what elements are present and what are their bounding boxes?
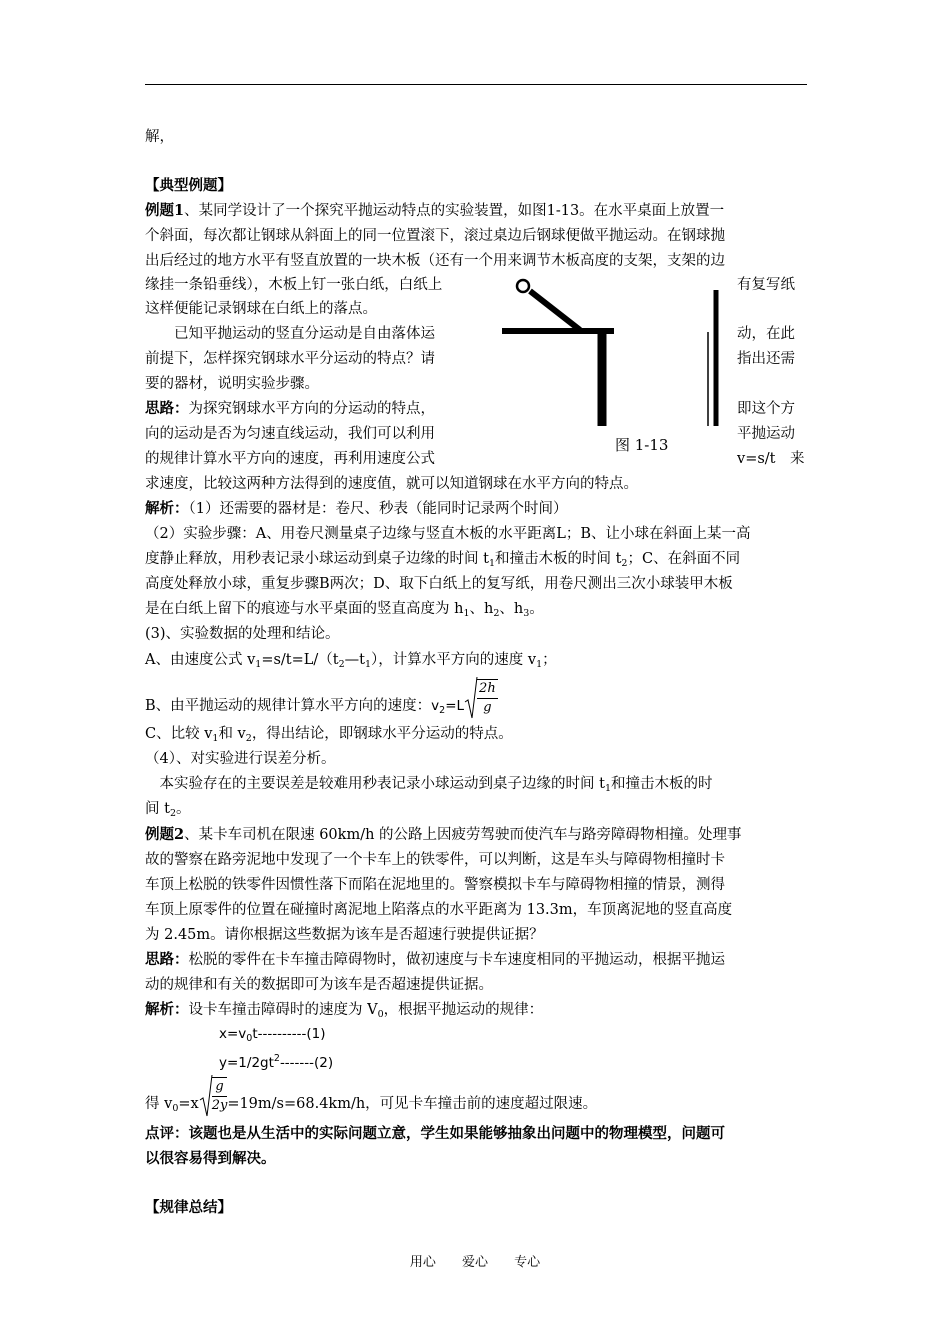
sub-1: 1 [488, 558, 495, 569]
ex1-step-line1: （2）实验步骤：A、用卷尺测量桌子边缘与竖直木板的水平距离L；B、让小球在斜面上某一高 [145, 526, 751, 542]
ex2-line2: 故的警察在路旁泥地中发现了一个卡车上的铁零件，可以判断，这是车头与障碍物相撞时卡 [145, 852, 725, 868]
ex2-idea-text: 松脱的零件在卡车撞击障碍物时，做初速度与卡车速度相同的平抛运动，根据平抛运 [188, 952, 725, 968]
ex1-a-line [145, 648, 807, 678]
ex2-line3: 车顶上松脱的铁零件因惯性落下而陷在泥地里的。警察模拟卡车与障碍物相撞的情景，测得 [145, 877, 725, 893]
figure-caption: 图 1-13 [615, 436, 669, 454]
ex1-right-3: 指出还需 [737, 351, 795, 367]
radical-icon [464, 676, 478, 720]
sub-1: 1 [212, 733, 219, 744]
ex2-eq2 [219, 1047, 881, 1076]
ex1-step-line2-b: 和撞击木板的时间 t [494, 551, 622, 567]
ex2-line1 [145, 823, 807, 848]
sup-2: 2 [273, 1053, 280, 1064]
ex1-error-line2-b: 。 [175, 801, 191, 817]
ex1-line1 [145, 199, 807, 224]
ex1-error-line2-a: 间 t [145, 801, 170, 817]
ex1-line5: 这样便能记录钢球在白纸上的落点。 [145, 301, 377, 317]
result-c: =19m/s=68.4km/h，可见卡车撞击前的速度超过限速。 [227, 1096, 598, 1112]
sub-2: 2 [493, 608, 500, 619]
sqrt-frac [477, 679, 498, 717]
formula-mid: =L [445, 698, 465, 714]
result-b: =x [178, 1096, 199, 1112]
ex2-idea-label: 思路： [145, 951, 189, 968]
ex1-line3: 出后经过的地方水平有竖直放置的一块木板（还有一个用来调节木板高度的支架，支架的边 [145, 253, 725, 269]
eq1-a: x=v [219, 1026, 247, 1042]
ex1-error-line1-a: 本实验存在的主要误差是较难用秒表记录小球运动到桌子边缘的时间 t [145, 776, 605, 792]
sub-3: 3 [523, 608, 530, 619]
ex1-step-line2-c: ；C、在斜面不同 [627, 551, 741, 567]
incline-ramp [530, 291, 580, 330]
eq2-a: y=1/2gt [219, 1055, 274, 1071]
frac-denominator: g [483, 700, 492, 715]
sqrt-sign [464, 676, 498, 720]
ex2-result-line [145, 1079, 807, 1126]
ex1-step-line4-d: 。 [529, 601, 544, 617]
ex1-line1-text: 、某同学设计了一个探究平抛运动特点的实验装置，如图1-13。在水平桌面上放置一 [184, 203, 725, 219]
ex1-analysis-text: （1）还需要的器材是：卷尺、秒表（能同时记录两个时间） [188, 501, 568, 517]
ball-icon [517, 280, 529, 292]
sqrt-frac-2 [212, 1077, 228, 1115]
ex2-analysis-label: 解析： [145, 1001, 189, 1018]
ex1-a-line-d: ），计算水平方向的速度 v [371, 652, 537, 668]
ex2-analysis-end: ，根据平抛运动的规律： [383, 1002, 544, 1018]
sub-2: 2 [621, 558, 628, 569]
ex1-idea-line3: 的规律计算水平方向的速度，再利用速度公式 [145, 451, 435, 467]
frac-denominator-2: 2y [211, 1098, 228, 1113]
ex1-step-line4-c: 、h [499, 601, 524, 617]
ex2-line5: 为 2.45m。请你根据这些数据为该车是否超速行驶提供证据？ [145, 927, 544, 943]
section-heading-summary: 【规律总结】 [145, 1199, 232, 1216]
eq1-b: t----------(1) [252, 1026, 326, 1042]
section-heading-examples: 【典型例题】 [145, 177, 232, 194]
ex1-line6: 已知平抛运动的竖直分运动是自由落体运 [145, 326, 435, 342]
ex1-error-line1-b: 和撞击木板的时 [610, 776, 713, 792]
sub-1: 1 [255, 659, 262, 670]
ex1-idea-line4: 求速度，比较这两种方法得到的速度值，就可以知道钢球在水平方向的特点。 [145, 476, 638, 492]
ex1-b-line-text: B、由平抛运动的规律计算水平方向的速度： [145, 698, 432, 714]
eq2-b: -------(2) [279, 1055, 334, 1071]
ex2-line1-text: 、某卡车司机在限速 60km/h 的公路上因疲劳驾驶而使汽车与路旁障碍物相撞。处理事 [184, 827, 742, 843]
sub-0: 0 [246, 1033, 253, 1044]
page-footer [0, 1251, 950, 1270]
ex1-line2: 个斜面，每次都让钢球从斜面上的同一位置滚下，滚过桌边后钢球便做平抛运动。在钢球抛 [145, 228, 725, 244]
sub-1: 1 [536, 659, 543, 670]
ex1-line7: 前提下，怎样探究钢球水平分运动的特点？请 [145, 351, 435, 367]
ex1-idea-label: 思路： [145, 400, 189, 417]
sub-2: 2 [439, 705, 446, 716]
sub-2: 2 [338, 659, 345, 670]
footer-word-3: 专心 [514, 1255, 541, 1270]
sub-1: 1 [365, 659, 372, 670]
frac-numerator-2: g [212, 1078, 228, 1097]
ex2-comment-line1: 点评：该题也是从生活中的实际问题立意，学生如果能够抽象出问题中的物理模型，问题可 [145, 1125, 725, 1142]
ex1-idea-line2: 向的运动是否为匀速直线运动，我们可以利用 [145, 426, 435, 442]
ex1-c-line-a: C、比较 v [145, 726, 213, 742]
sub-0: 0 [377, 1009, 384, 1020]
frac-numerator: 2h [477, 680, 498, 699]
ex1-analysis-label: 解析： [145, 500, 189, 517]
ex1-right-2: 动，在此 [737, 326, 795, 342]
ex1-step-line4-a: 是在白纸上留下的痕迹与水平桌面的竖直高度为 h [145, 601, 464, 617]
ex2-line4: 车顶上原零件的位置在碰撞时离泥地上陷落点的水平距离为 13.3m，车顶离泥地的竖直高度 [145, 902, 733, 918]
ex1-label: 例题1 [145, 202, 185, 219]
sub-2: 2 [245, 733, 252, 744]
ex1-right-1: 有复写纸 [737, 277, 795, 293]
ex1-right-6: v=s/t 来 [737, 451, 805, 467]
ex1-step-line2-a: 度静止释放，用秒表记录小球运动到桌子边缘的时间 t [145, 551, 489, 567]
sqrt-sign-2 [199, 1074, 228, 1118]
ex2-idea-line2: 动的规律和有关的数据即可为该车是否超速提供证据。 [145, 977, 493, 993]
radical-icon [199, 1074, 213, 1118]
ex2-idea-line1 [145, 948, 807, 973]
ex1-analysis-line1 [145, 497, 807, 522]
ex2-analysis-text: 设卡车撞击障碍时的速度为 V [188, 1002, 378, 1018]
ex1-step-line4-b: 、h [469, 601, 494, 617]
sub-0: 0 [172, 1103, 179, 1114]
ex2-label: 例题2 [145, 826, 185, 843]
ex1-c-line-c: ，得出结论，即钢球水平分运动的特点。 [251, 726, 513, 742]
footer-word-1: 用心 [409, 1255, 436, 1270]
ex1-c-line-b: 和 v [218, 726, 246, 742]
sub-2: 2 [169, 808, 176, 819]
ex1-a-line-e: ； [542, 652, 557, 668]
ex1-right-4: 即这个方 [737, 401, 795, 417]
ex1-idea-text: 为探究钢球水平方向的分运动的特点， [188, 401, 435, 417]
ex1-line8: 要的器材，说明实验步骤。 [145, 376, 319, 392]
ex1-a-line-a: A、由速度公式 v [145, 652, 256, 668]
sub-1: 1 [463, 608, 470, 619]
ex1-line4: 缘挂一条铅垂线），木板上钉一张白纸，白纸上 [145, 277, 443, 293]
ex2-comment-line2: 以很容易得到解决。 [145, 1150, 276, 1167]
ex1-a-line-c: —t [344, 652, 365, 668]
intro-line: 解， [145, 129, 174, 145]
ex1-step-line3: 高度处释放小球，重复步骤B两次；D、取下白纸上的复写纸，用卷尺测出三次小球装甲木板 [145, 576, 733, 592]
formula-v: v [431, 698, 440, 714]
ex1-b-formula [431, 698, 464, 714]
ex1-data-title: (3)、实验数据的处理和结论。 [145, 626, 340, 642]
ex1-error-title: （4）、对实验进行误差分析。 [145, 751, 336, 767]
ex1-a-line-b: =s/t=L/（t [261, 652, 339, 668]
ex1-right-5: 平抛运动 [737, 426, 795, 442]
sub-1: 1 [604, 783, 611, 794]
header-rule [145, 84, 807, 85]
result-a: 得 v [145, 1096, 173, 1112]
footer-word-2: 爱心 [461, 1255, 488, 1270]
